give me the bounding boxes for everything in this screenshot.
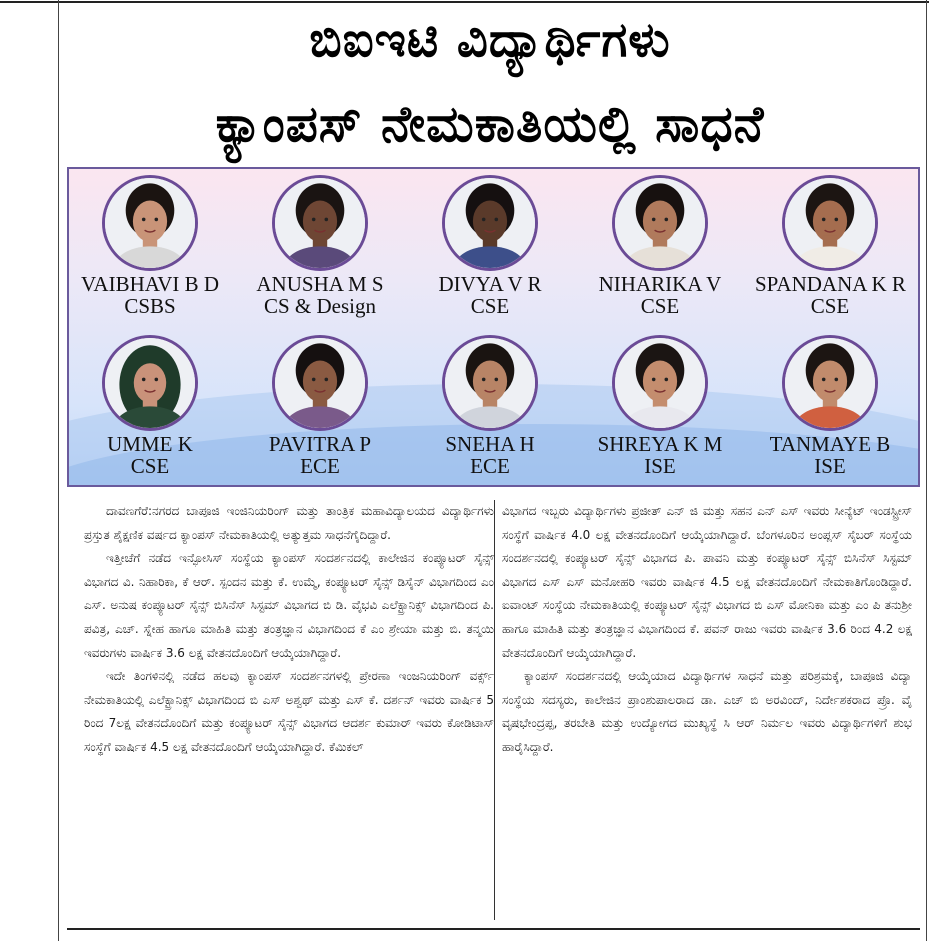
student-photo: [442, 335, 538, 431]
student-name: NIHARIKA V: [598, 272, 722, 296]
student-portrait-icon: [785, 338, 875, 428]
student-name: VAIBHAVI B D: [80, 272, 220, 296]
student-department: CSBS: [124, 294, 176, 318]
article-column-left: [84, 500, 494, 760]
bottom-rule: [67, 928, 920, 930]
student-card: [415, 175, 565, 317]
student-department: ECE: [300, 454, 340, 478]
student-photo-panel: [67, 167, 920, 487]
student-photo: [612, 335, 708, 431]
student-card: [585, 335, 735, 477]
student-name: DIVYA V R: [438, 272, 542, 296]
student-portrait-icon: [615, 178, 705, 268]
student-name: SPANDANA K R: [755, 272, 906, 296]
student-photo: [782, 335, 878, 431]
student-card: [755, 175, 905, 317]
student-portrait-icon: [105, 338, 195, 428]
student-photo: [442, 175, 538, 271]
article-paragraph: ಇದೇ ತಿಂಗಳಿನಲ್ಲಿ ನಡೆದ ಹಲವು ಕ್ಯಾಂಪಸ್ ಸಂದರ್ಶನಗಳಲ್ಲಿ ಪ್ರೇರಣಾ ಇಂಜನಿಯರಿಂಗ್ ವರ್ಕ್ಸ್ ನೇಮಕಾತಿಯಲ್ಲಿ ಎಲೆಕ್ಟ್ರಾನಿಕ್ಸ್ ವಿಭಾಗದಿಂದ ಬಿ ಎಸ್ ಅಶ್ವಥ್ ಮತ್ತು ಎಸ್ ಕೆ. ದರ್ಶನ್ ಇವರು ವಾರ್ಷಿಕ 5 ರಿಂದ 7ಲಕ್ಷ ವೇತನದೊಂದಿಗೆ ಮತ್ತು ಕಂಪ್ಯೂಟರ್ ಸೈನ್ಸ್ ವಿಭಾಗದ ಆದರ್ಶ ಕುಮಾರ್ ಇವರು ಕೋಡಿಟಾಸ್ ಸಂಸ್ಥೆಗೆ ವಾರ್ಷಿಕ 4.5 ಲಕ್ಷ ವೇತನದೊಂದಿಗೆ ಆಯ್ಕೆಯಾಗಿದ್ದಾರೆ. ಕೆಮಿಕಲ್: [84, 669, 494, 754]
student-card: [75, 175, 225, 317]
student-department: CSE: [130, 454, 170, 478]
student-photo: [102, 335, 198, 431]
student-portrait-icon: [105, 178, 195, 268]
student-department: ISE: [814, 454, 846, 478]
student-department: ECE: [470, 454, 510, 478]
student-card: [585, 175, 735, 317]
student-name: TANMAYE B: [769, 432, 891, 456]
student-name: UMME K: [107, 432, 193, 456]
student-portrait-icon: [445, 178, 535, 268]
page-right-edge: [926, 0, 927, 941]
student-photo: [102, 175, 198, 271]
article-paragraph: ದಾವಣಗೆರೆ:ನಗರದ ಬಾಪೂಜಿ ಇಂಜಿನಿಯರಿಂಗ್ ಮತ್ತು ತಾಂತ್ರಿಕ ಮಹಾವಿದ್ಯಾಲಯದ ವಿದ್ಯಾರ್ಥಿಗಳು ಪ್ರಸ್ತುತ ಶೈಕ್ಷಣಿಕ ವರ್ಷದ ಕ್ಯಾಂಪಸ್ ನೇಮಕಾತಿಯಲ್ಲಿ ಅತ್ಯುತ್ತಮ ಸಾಧನೆಗೈದಿದ್ದಾರೆ.: [84, 504, 494, 542]
next-article-strip: [180, 934, 880, 941]
article-column-right: [502, 500, 912, 760]
student-portrait-icon: [785, 178, 875, 268]
student-department: CS & Design: [263, 294, 376, 318]
student-card: [415, 335, 565, 477]
top-border: [0, 1, 929, 3]
student-portrait-icon: [445, 338, 535, 428]
student-card: [75, 335, 225, 477]
headline-line-2: ಕ್ಯಾಂಪಸ್ ನೇಮಕಾತಿಯಲ್ಲಿ ಸಾಧನೆ: [215, 95, 765, 153]
student-department: CSE: [640, 294, 680, 318]
page-left-edge: [58, 0, 59, 941]
student-portrait-icon: [275, 178, 365, 268]
student-card: [245, 335, 395, 477]
headline-line-1: ಬಿಐಇಟಿ ವಿದ್ಯಾರ್ಥಿಗಳು: [309, 12, 671, 68]
student-department: CSE: [470, 294, 510, 318]
student-name: SHREYA K M: [597, 432, 723, 456]
student-photo: [782, 175, 878, 271]
student-portrait-icon: [615, 338, 705, 428]
student-name: SNEHA H: [445, 432, 535, 456]
column-divider: [494, 500, 495, 920]
article-paragraph: ಕ್ಯಾಂಪಸ್ ಸಂದರ್ಶನದಲ್ಲಿ ಆಯ್ಕೆಯಾದ ವಿದ್ಯಾರ್ಥಿಗಳ ಸಾಧನೆ ಮತ್ತು ಪರಿಶ್ರಮಕ್ಕೆ, ಬಾಪೂಜಿ ವಿದ್ಯಾ ಸಂಸ್ಥೆಯ ಸದಸ್ಯರು, ಕಾಲೇಜಿನ ಪ್ರಾಂಶುಪಾಲರಾದ ಡಾ. ಎಚ್ ಬಿ ಅರವಿಂದ್, ನಿರ್ದೇಶಕರಾದ ಪ್ರೊ. ವೈ ವೃಷಭೇಂದ್ರಪ್ಪ, ತರಬೇತಿ ಮತ್ತು ಉದ್ಯೋಗದ ಮುಖ್ಯಸ್ಥೆ ಸಿ ಆರ್ ನಿರ್ಮಲ ಇವರು ವಿದ್ಯಾರ್ಥಿಗಳಿಗೆ ಶುಭ ಹಾರೈಸಿದ್ದಾರೆ.: [502, 669, 912, 754]
student-photo: [272, 335, 368, 431]
student-photo: [612, 175, 708, 271]
article-paragraph: ಇತ್ತೀಚೆಗೆ ನಡೆದ ಇನ್ಫೋಸಿಸ್ ಸಂಸ್ಥೆಯ ಕ್ಯಾಂಪಸ್ ಸಂದರ್ಶನದಲ್ಲಿ ಕಾಲೇಜಿನ ಕಂಪ್ಯೂಟರ್ ಸೈನ್ಸ್ ವಿಭಾಗದ ವಿ. ನಿಹಾರಿಕಾ, ಕೆ ಆರ್. ಸ್ಪಂದನ ಮತ್ತು ಕೆ. ಉಮ್ಮೆ, ಕಂಪ್ಯೂಟರ್ ಸೈನ್ಸ್ ಡಿಸೈನ್ ವಿಭಾಗದಿಂದ ಎಂ ಎಸ್. ಅನುಷ ಕಂಪ್ಯೂಟರ್ ಸೈನ್ಸ್ ಬಿಸಿನೆಸ್ ಸಿಸ್ಟಮ್ ವಿಭಾಗದ ಬಿ ಡಿ. ವೈಭವಿ ಎಲೆಕ್ಟ್ರಾನಿಕ್ಸ್ ವಿಭಾಗದಿಂದ ಪಿ. ಪವಿತ್ರ, ಎಚ್. ಸ್ನೇಹ ಹಾಗೂ ಮಾಹಿತಿ ಮತ್ತು ತಂತ್ರಜ್ಞಾನ ವಿಭಾಗದಿಂದ ಕೆ ಎಂ ಶ್ರೇಯಾ ಮತ್ತು ಬಿ. ತನ್ಮಯಿ ಇವರುಗಳು ವಾರ್ಷಿಕ 3.6 ಲಕ್ಷ ವೇತನದೊಂದಿಗೆ ಆಯ್ಕೆಯಾಗಿದ್ದಾರೆ.: [84, 551, 494, 660]
student-card: [245, 175, 395, 317]
student-department: ISE: [644, 454, 676, 478]
student-portrait-icon: [275, 338, 365, 428]
student-name: PAVITRA P: [268, 432, 372, 456]
article-paragraph: ವಿಭಾಗದ ಇಬ್ಬರು ವಿದ್ಯಾರ್ಥಿಗಳು ಪ್ರಜೀತ್ ಎನ್ ಜಿ ಮತ್ತು ಸಹನ ಎನ್ ಎಸ್ ಇವರು ಸೀನ್ಯೆಟ್ ಇಂಡಸ್ಟ್ರೀಸ್ ಸಂಸ್ಥೆಗೆ ವಾರ್ಷಿಕ 4.0 ಲಕ್ಷ ವೇತನದೊಂದಿಗೆ ಆಯ್ಕೆಯಾಗಿದ್ದಾರೆ. ಬೆಂಗಳೂರಿನ ಅಂಪ್ಲಸ್ ಸೈಬರ್ ಸಂಸ್ಥೆಯ ಸಂದರ್ಶನದಲ್ಲಿ ಕಂಪ್ಯೂಟರ್ ಸೈನ್ಸ್ ವಿಭಾಗದ ಪಿ. ಪಾವನಿ ಮತ್ತು ಕಂಪ್ಯೂಟರ್ ಸೈನ್ಸ್ ಬಿಸಿನೆಸ್ ಸಿಸ್ಟಮ್ ವಿಭಾಗದ ಎಸ್ ಎಸ್ ಮನೋಹರಿ ಇವರು ವಾರ್ಷಿಕ 4.5 ಲಕ್ಷ ವೇತನದೊಂದಿಗೆ ನೇಮಕಾತಿಗೊಂಡಿದ್ದಾರೆ. ಐವಾಂಟ್ ಸಂಸ್ಥೆಯ ನೇಮಕಾತಿಯಲ್ಲಿ ಕಂಪ್ಯೂಟರ್ ಸೈನ್ಸ್ ವಿಭಾಗದ ಬಿ ಎಸ್ ಮೋನಿಕಾ ಮತ್ತು ಎಂ ಪಿ ತನುಶ್ರೀ ಹಾಗೂ ಮಾಹಿತಿ ಮತ್ತು ತಂತ್ರಜ್ಞಾನ ವಿಭಾಗದಿಂದ ಕೆ. ಪವನ್ ರಾಜು ಇವರು ವಾರ್ಷಿಕ 3.6 ರಿಂದ 4.2 ಲಕ್ಷ ವೇತನದೊಂದಿಗೆ ಆಯ್ಕೆಯಾಗಿದ್ದಾರೆ.: [502, 504, 912, 660]
student-photo: [272, 175, 368, 271]
student-card: [755, 335, 905, 477]
student-name: ANUSHA M S: [256, 272, 384, 296]
student-department: CSE: [810, 294, 850, 318]
